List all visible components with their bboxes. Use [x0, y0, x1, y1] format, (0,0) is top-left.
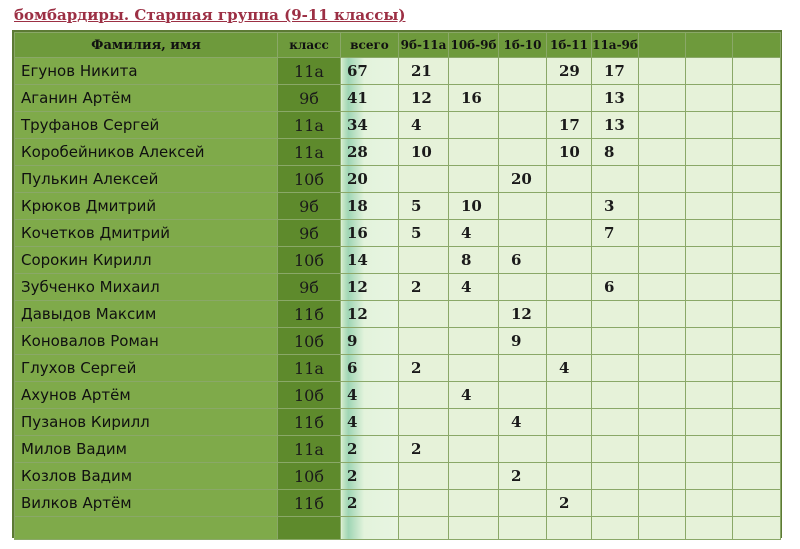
goals-match-1: [399, 166, 449, 193]
empty-cell: [639, 112, 686, 139]
goals-match-2: [449, 301, 499, 328]
goals-total: 28: [341, 139, 399, 166]
empty-cell: [278, 517, 341, 540]
goals-match-2: [449, 139, 499, 166]
goals-match-4: [547, 247, 592, 274]
goals-match-4: [547, 220, 592, 247]
empty-cell: [639, 85, 686, 112]
goals-match-5: [592, 355, 639, 382]
goals-match-3: [499, 139, 547, 166]
empty-cell: [686, 490, 733, 517]
goals-total: 2: [341, 463, 399, 490]
goals-total: 9: [341, 328, 399, 355]
player-name: Давыдов Максим: [15, 301, 278, 328]
goals-match-4: [547, 85, 592, 112]
empty-cell: [639, 517, 686, 540]
table-row: [15, 409, 781, 436]
empty-cell: [733, 328, 781, 355]
empty-cell: [686, 328, 733, 355]
goals-total: 41: [341, 85, 399, 112]
empty-cell: [733, 220, 781, 247]
empty-cell: [733, 58, 781, 85]
goals-match-2: [449, 355, 499, 382]
goals-match-3: 12: [499, 301, 547, 328]
goals-match-5: [592, 463, 639, 490]
goals-match-3: [499, 220, 547, 247]
player-name: Милов Вадим: [15, 436, 278, 463]
player-class: 11б: [278, 490, 341, 517]
player-class: 10б: [278, 166, 341, 193]
goals-match-4: [547, 193, 592, 220]
empty-cell: [639, 139, 686, 166]
empty-cell: [639, 490, 686, 517]
header-total: всего: [341, 33, 399, 58]
goals-match-4: [547, 409, 592, 436]
goals-match-4: [547, 274, 592, 301]
table-row: [15, 220, 781, 247]
page-title: бомбардиры. Старшая группа (9-11 классы): [14, 6, 406, 24]
empty-cell: [686, 274, 733, 301]
goals-total: 2: [341, 436, 399, 463]
goals-match-5: [592, 166, 639, 193]
player-name: Вилков Артём: [15, 490, 278, 517]
empty-cell: [686, 436, 733, 463]
player-name: Крюков Дмитрий: [15, 193, 278, 220]
empty-cell: [686, 193, 733, 220]
goals-match-4: 29: [547, 58, 592, 85]
goals-total: 12: [341, 301, 399, 328]
goals-match-1: [399, 490, 449, 517]
table-body: [15, 58, 781, 540]
goals-match-5: [592, 490, 639, 517]
goals-match-2: 4: [449, 220, 499, 247]
empty-cell: [686, 139, 733, 166]
empty-cell: [639, 247, 686, 274]
empty-cell: [733, 463, 781, 490]
empty-cell: [733, 274, 781, 301]
player-class: 9б: [278, 85, 341, 112]
goals-match-5: [592, 247, 639, 274]
player-class: 10б: [278, 247, 341, 274]
goals-total: 14: [341, 247, 399, 274]
goals-match-1: [399, 247, 449, 274]
goals-match-1: [399, 328, 449, 355]
empty-cell: [639, 463, 686, 490]
empty-cell: [686, 58, 733, 85]
empty-cell: [686, 112, 733, 139]
empty-cell: [639, 409, 686, 436]
player-name: Пулькин Алексей: [15, 166, 278, 193]
player-class: 11б: [278, 409, 341, 436]
goals-match-3: [499, 193, 547, 220]
player-name: Коробейников Алексей: [15, 139, 278, 166]
header-match-1: 9б-11а: [399, 33, 449, 58]
goals-match-2: [449, 166, 499, 193]
player-class: 10б: [278, 463, 341, 490]
goals-match-3: [499, 58, 547, 85]
header-name: Фамилия, имя: [15, 33, 278, 58]
player-name: Козлов Вадим: [15, 463, 278, 490]
empty-cell: [733, 382, 781, 409]
goals-match-2: 8: [449, 247, 499, 274]
player-class: 9б: [278, 193, 341, 220]
empty-cell: [449, 517, 499, 540]
goals-match-1: 10: [399, 139, 449, 166]
goals-match-5: [592, 301, 639, 328]
table-row: [15, 355, 781, 382]
empty-cell: [639, 193, 686, 220]
header-class: класс: [278, 33, 341, 58]
header-empty: [686, 33, 733, 58]
player-class: 11а: [278, 355, 341, 382]
player-name: Егунов Никита: [15, 58, 278, 85]
empty-cell: [639, 436, 686, 463]
empty-cell: [639, 220, 686, 247]
goals-match-5: 6: [592, 274, 639, 301]
empty-cell: [686, 166, 733, 193]
header-empty: [733, 33, 781, 58]
player-name: Ахунов Артём: [15, 382, 278, 409]
empty-cell: [639, 301, 686, 328]
empty-cell: [341, 517, 399, 540]
player-class: 9б: [278, 220, 341, 247]
empty-cell: [15, 517, 278, 540]
goals-match-4: [547, 436, 592, 463]
goals-match-1: [399, 382, 449, 409]
goals-match-3: [499, 274, 547, 301]
empty-cell: [733, 517, 781, 540]
goals-total: 16: [341, 220, 399, 247]
goals-match-2: [449, 112, 499, 139]
goals-match-1: [399, 301, 449, 328]
empty-cell: [499, 517, 547, 540]
header-empty: [639, 33, 686, 58]
goals-match-5: 3: [592, 193, 639, 220]
goals-match-1: 2: [399, 355, 449, 382]
table-row: [15, 166, 781, 193]
empty-cell: [686, 382, 733, 409]
empty-cell: [547, 517, 592, 540]
goals-match-5: 7: [592, 220, 639, 247]
filler-row: [15, 517, 781, 540]
table-row: [15, 58, 781, 85]
goals-match-1: 2: [399, 436, 449, 463]
goals-match-5: 17: [592, 58, 639, 85]
empty-cell: [733, 247, 781, 274]
goals-total: 12: [341, 274, 399, 301]
goals-total: 2: [341, 490, 399, 517]
empty-cell: [399, 517, 449, 540]
goals-match-1: [399, 463, 449, 490]
goals-match-3: 9: [499, 328, 547, 355]
player-class: 11а: [278, 58, 341, 85]
goals-match-4: 10: [547, 139, 592, 166]
goals-match-3: 6: [499, 247, 547, 274]
empty-cell: [733, 139, 781, 166]
empty-cell: [592, 517, 639, 540]
goals-total: 4: [341, 382, 399, 409]
goals-match-1: 21: [399, 58, 449, 85]
goals-match-4: 2: [547, 490, 592, 517]
empty-cell: [733, 166, 781, 193]
table-row: [15, 193, 781, 220]
table-row: [15, 382, 781, 409]
goals-match-4: [547, 301, 592, 328]
empty-cell: [733, 355, 781, 382]
goals-match-2: 10: [449, 193, 499, 220]
empty-cell: [733, 436, 781, 463]
goals-match-4: [547, 463, 592, 490]
empty-cell: [733, 490, 781, 517]
goals-total: 6: [341, 355, 399, 382]
player-name: Аганин Артём: [15, 85, 278, 112]
goals-match-1: [399, 409, 449, 436]
goals-match-3: 20: [499, 166, 547, 193]
empty-cell: [639, 328, 686, 355]
goals-match-2: [449, 58, 499, 85]
table-row: [15, 301, 781, 328]
goals-match-3: [499, 436, 547, 463]
goals-match-5: [592, 328, 639, 355]
goals-match-3: [499, 85, 547, 112]
goals-match-2: 16: [449, 85, 499, 112]
empty-cell: [733, 85, 781, 112]
empty-cell: [639, 382, 686, 409]
table-row: [15, 490, 781, 517]
goals-match-3: [499, 112, 547, 139]
table-row: [15, 436, 781, 463]
goals-total: 4: [341, 409, 399, 436]
header-row: [15, 33, 781, 58]
goals-total: 34: [341, 112, 399, 139]
player-name: Труфанов Сергей: [15, 112, 278, 139]
empty-cell: [639, 355, 686, 382]
player-class: 10б: [278, 328, 341, 355]
goals-match-5: 13: [592, 112, 639, 139]
empty-cell: [639, 58, 686, 85]
player-name: Глухов Сергей: [15, 355, 278, 382]
player-class: 11а: [278, 112, 341, 139]
empty-cell: [686, 463, 733, 490]
scorers-table-container: [12, 30, 782, 538]
player-name: Сорокин Кирилл: [15, 247, 278, 274]
goals-match-3: [499, 355, 547, 382]
table-row: [15, 463, 781, 490]
table-row: [15, 139, 781, 166]
goals-total: 20: [341, 166, 399, 193]
empty-cell: [733, 193, 781, 220]
goals-match-2: [449, 409, 499, 436]
empty-cell: [686, 409, 733, 436]
player-name: Пузанов Кирилл: [15, 409, 278, 436]
empty-cell: [639, 166, 686, 193]
table-row: [15, 274, 781, 301]
player-class: 11а: [278, 139, 341, 166]
goals-match-5: [592, 409, 639, 436]
empty-cell: [686, 247, 733, 274]
goals-match-5: [592, 382, 639, 409]
empty-cell: [686, 355, 733, 382]
goals-match-2: [449, 490, 499, 517]
player-class: 11а: [278, 436, 341, 463]
goals-match-1: 5: [399, 193, 449, 220]
goals-match-3: 2: [499, 463, 547, 490]
empty-cell: [686, 220, 733, 247]
goals-match-3: 4: [499, 409, 547, 436]
player-class: 9б: [278, 274, 341, 301]
goals-match-5: 13: [592, 85, 639, 112]
goals-match-5: [592, 436, 639, 463]
empty-cell: [639, 274, 686, 301]
goals-match-2: 4: [449, 382, 499, 409]
table-row: [15, 328, 781, 355]
empty-cell: [686, 85, 733, 112]
player-class: 10б: [278, 382, 341, 409]
player-name: Зубченко Михаил: [15, 274, 278, 301]
goals-match-3: [499, 382, 547, 409]
goals-match-3: [499, 490, 547, 517]
goals-match-1: 2: [399, 274, 449, 301]
empty-cell: [686, 301, 733, 328]
goals-match-2: [449, 436, 499, 463]
goals-match-2: [449, 463, 499, 490]
goals-match-5: 8: [592, 139, 639, 166]
goals-match-4: 17: [547, 112, 592, 139]
scorers-table: [14, 32, 781, 540]
player-class: 11б: [278, 301, 341, 328]
goals-total: 67: [341, 58, 399, 85]
goals-match-2: 4: [449, 274, 499, 301]
table-row: [15, 112, 781, 139]
header-match-5: 11а-9б: [592, 33, 639, 58]
empty-cell: [733, 112, 781, 139]
player-name: Коновалов Роман: [15, 328, 278, 355]
header-match-4: 1б-11: [547, 33, 592, 58]
goals-match-1: 4: [399, 112, 449, 139]
goals-match-2: [449, 328, 499, 355]
table-row: [15, 247, 781, 274]
goals-match-1: 5: [399, 220, 449, 247]
table-row: [15, 85, 781, 112]
header-match-2: 10б-9б: [449, 33, 499, 58]
header-match-3: 1б-10: [499, 33, 547, 58]
goals-total: 18: [341, 193, 399, 220]
goals-match-4: 4: [547, 355, 592, 382]
goals-match-4: [547, 166, 592, 193]
goals-match-4: [547, 382, 592, 409]
empty-cell: [686, 517, 733, 540]
empty-cell: [733, 301, 781, 328]
goals-match-4: [547, 328, 592, 355]
player-name: Кочетков Дмитрий: [15, 220, 278, 247]
empty-cell: [733, 409, 781, 436]
goals-match-1: 12: [399, 85, 449, 112]
